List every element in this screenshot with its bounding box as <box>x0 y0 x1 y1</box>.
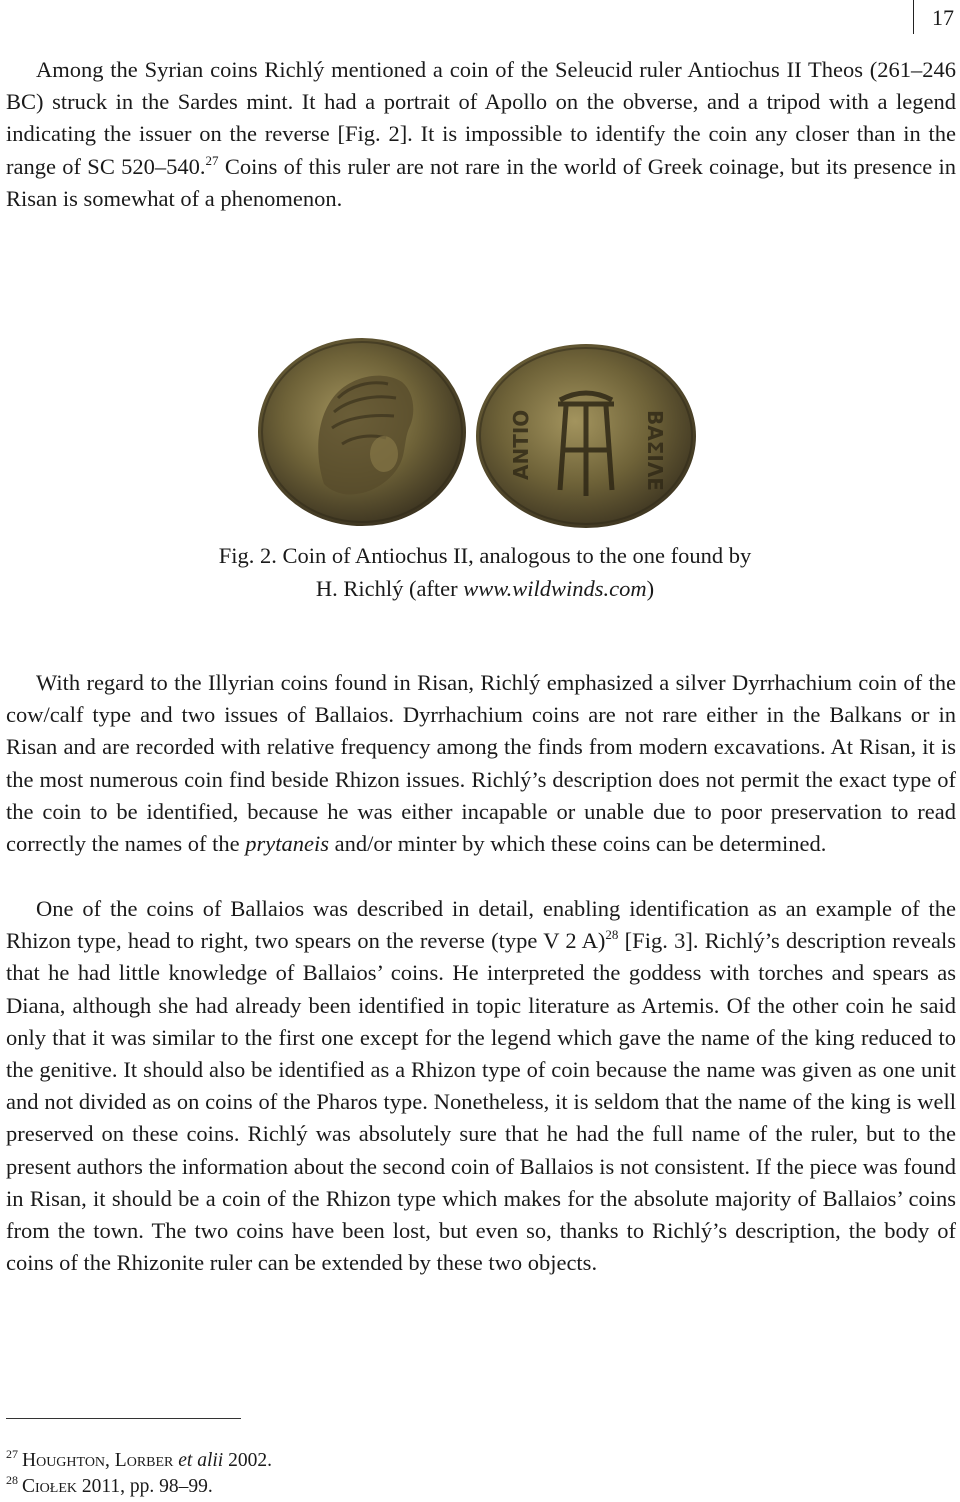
footnote-number: 28 <box>6 1473 18 1487</box>
coin-reverse-tripod-image <box>472 340 700 530</box>
paragraph-ballaios-coins <box>6 893 956 1279</box>
footnote-author: Ciołek <box>22 1476 77 1497</box>
coin-legend-right: ΒΑΣΙΛΕ <box>643 410 667 491</box>
figure-caption-line-2 <box>180 573 790 605</box>
footnote-reference[interactable]: 28 <box>605 927 619 943</box>
figure-2-coin-images <box>240 320 720 530</box>
paragraph-text: With regard to the Illyrian coins found in Risan, Richlý emphasized a silver Dyrrhachium coin of the cow/calf type and two issues of Ballaios. Dyrrhachium coins are not rare either in the Balkans or in Risan and are recorded with relative frequency among the finds from modern excavations. At Risan, it is the most numerous coin find beside Rhizon issues. Richlý’s description does not permit the exact type of the coin to be identified, because he was either incapable or unable due to poor preservation to read correctly the names of the <box>6 670 956 857</box>
figure-caption-line-1: Fig. 2. Coin of Antiochus II, analogous to the one found by <box>218 543 752 568</box>
footnote-27 <box>6 1448 272 1474</box>
footnote-reference[interactable]: 27 <box>205 152 219 168</box>
footnote-italic: et alii <box>178 1450 224 1471</box>
footnote-separator: , <box>105 1450 115 1471</box>
caption-text: H. Richlý (after <box>315 576 464 601</box>
paragraph-text: [Fig. 3]. Richlý’s description reveals that he had little knowledge of Ballaios’ coins. He interpreted the goddess with torches and spears as Diana, although she had already been identified in topic literature as Artemis. Of the other coin he said only that it was similar to the first one except for the legend which gave the name of the king reduced to the genitive. It should also be identified as a Rhizon type of coin because the name was given as one unit and not divided as on coins of the Pharos type. Nonetheless, it is seldom that the name of the king is well preserved on these coins. Richlý was absolutely sure that he had the full name of the ruler, but to the present authors the information about the second coin of Ballaios is not consistent. If the piece was found in Risan, it should be a coin of the Rhizon type which makes for the absolute majority of Ballaios’ coins from the town. The two coins have been lost, but even so, thanks to Richlý’s description, the body of coins of the Rhizonite ruler can be extended by these two objects. <box>6 928 956 1276</box>
paragraph-syrian-coins <box>6 54 956 215</box>
paragraph-text: Coins of this ruler are not rare in the world of Greek coinage, but its presence in Risan is somewhat of a phenomenon. <box>6 153 956 211</box>
caption-source-link[interactable]: www.wildwinds.com <box>463 576 647 601</box>
page-number: 17 <box>932 5 954 30</box>
footnote-divider <box>6 1418 241 1419</box>
paragraph-text: One of the coins of Ballaios was described in detail, enabling identification as an example of the Rhizon type, head to right, two spears on the reverse (type V 2 A) <box>6 896 956 954</box>
footnote-text: 2011, pp. 98–99. <box>77 1476 213 1497</box>
footnote-author: Houghton <box>22 1450 106 1471</box>
paragraph-text: and/or minter by which these coins can be determined. <box>329 831 827 857</box>
italic-term: prytaneis <box>245 831 330 857</box>
footnote-text: 2002. <box>223 1450 272 1471</box>
coin-legend-left: ΑΝΤΙΟ <box>509 409 533 480</box>
footnote-number: 27 <box>6 1447 18 1461</box>
paragraph-text: Among the Syrian coins Richlý mentioned a coin of the Seleucid ruler Antiochus II Theos (261–246 BC) struck in the Sardes mint. It had a portrait of Apollo on the obverse, and a tripod with a legend indicating the issuer on the reverse [Fig. 2]. It is impossible to identify the coin any closer than in the range of SC 520–540. <box>6 57 956 179</box>
footnote-28 <box>6 1474 213 1500</box>
page-number-divider <box>913 0 914 34</box>
coin-obverse-apollo-image <box>254 334 470 530</box>
caption-text: ) <box>646 576 655 601</box>
paragraph-illyrian-coins <box>6 667 956 860</box>
footnote-author: Lorber <box>114 1450 174 1471</box>
